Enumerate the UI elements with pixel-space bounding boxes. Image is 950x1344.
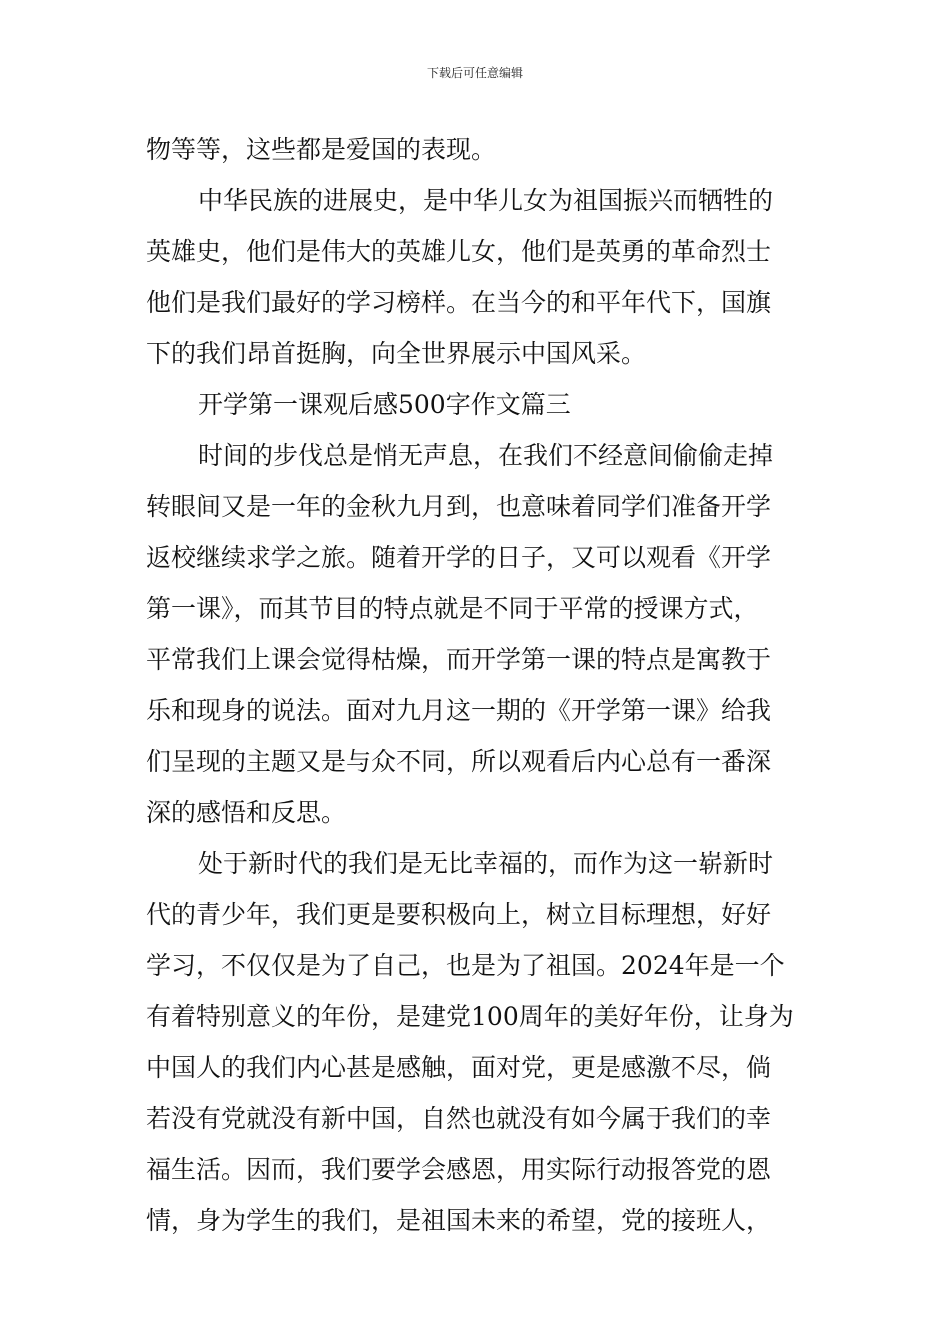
text-line: 乐和现身的说法。面对九月这一期的《开学第一课》给我 (146, 696, 772, 725)
text-line: 福生活。因而，我们要学会感恩，用实际行动报答党的恩 (146, 1155, 772, 1184)
paragraph-start-line: 中华民族的进展史，是中华儿女为祖国振兴而牺牲的 (198, 186, 774, 215)
text-line: 有着特别意义的年份，是建党100周年的美好年份，让身为 (146, 1002, 794, 1031)
text-line: 深的感悟和反思。 (146, 798, 347, 827)
text-line: 学习，不仅仅是为了自己，也是为了祖国。2024年是一个 (146, 951, 785, 980)
text-line: 代的青少年，我们更是要积极向上，树立目标理想，好好 (146, 900, 772, 929)
text-line: 第一课》，而其节目的特点就是不同于平常的授课方式， (146, 594, 759, 623)
paragraph-start-line: 处于新时代的我们是无比幸福的，而作为这一崭新时 (198, 849, 774, 878)
text-line: 们呈现的主题又是与众不同，所以观看后内心总有一番深 (146, 747, 772, 776)
text-line: 情，身为学生的我们，是祖国未来的希望，党的接班人， (146, 1206, 772, 1235)
paragraph-start-line: 时间的步伐总是悄无声息，在我们不经意间偷偷走掉 (198, 441, 774, 470)
text-line: 下的我们昂首挺胸，向全世界展示中国风采。 (146, 339, 647, 368)
text-line: 物等等，这些都是爱国的表现。 (146, 135, 497, 164)
text-line: 返校继续求学之旅。随着开学的日子，又可以观看《开学 (146, 543, 772, 572)
text-line: 若没有党就没有新中国，自然也就没有如今属于我们的幸 (146, 1104, 772, 1133)
text-line: 英雄史，他们是伟大的英雄儿女，他们是英勇的革命烈士 (146, 237, 772, 266)
text-line: 中国人的我们内心甚是感触，面对党，更是感激不尽，倘 (146, 1053, 772, 1082)
page-header: 下载后可任意编辑 (426, 66, 523, 80)
section-heading: 开学第一课观后感500字作文篇三 (198, 390, 571, 419)
text-line: 他们是我们最好的学习榜样。在当今的和平年代下，国旗 (146, 288, 772, 317)
text-line: 转眼间又是一年的金秋九月到，也意味着同学们准备开学 (146, 492, 772, 521)
document-body (146, 124, 808, 1246)
text-line: 平常我们上课会觉得枯燥，而开学第一课的特点是寓教于 (146, 645, 772, 674)
